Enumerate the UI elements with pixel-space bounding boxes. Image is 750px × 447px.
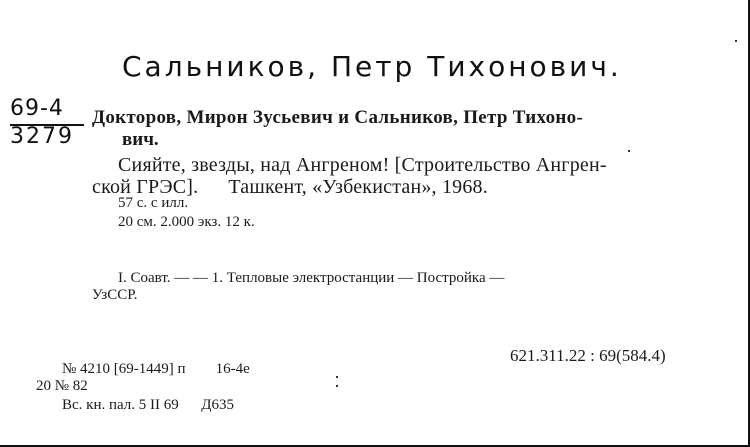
shelf-mark-top: 69-4 — [10, 96, 64, 121]
footer-line-2: 20 № 82 — [36, 378, 88, 394]
handwritten-author-name: Сальников, Петр Тихонович. — [122, 50, 622, 83]
footer-line-1: № 4210 [69-1449] п 16-4е — [62, 361, 250, 377]
scan-speck — [336, 376, 338, 378]
title-continuation: ской ГРЭС]. — [92, 176, 199, 198]
title-line-1: Сияйте, звезды, над Ангреном! [Строительство Ангрен- — [118, 154, 607, 176]
scan-speck — [735, 40, 737, 42]
tracing-line-1: I. Соавт. — — 1. Тепловые электростанции — Постройка — — [118, 270, 505, 286]
heading-line-1: Докторов, Мирон Зусьевич и Сальников, Петр Тихоно- — [92, 107, 584, 128]
collation-line-1: 57 с. с илл. — [118, 195, 189, 211]
imprint: Ташкент, «Узбекистан», 1968. — [228, 176, 488, 198]
collation-line-2: 20 см. 2.000 экз. 12 к. — [118, 214, 255, 230]
scan-speck — [628, 150, 630, 152]
heading-line-2: вич. — [122, 129, 159, 150]
udc-classification: 621.311.22 : 69(584.4) — [510, 346, 666, 365]
tracing-line-2: УзССР. — [92, 287, 138, 303]
footer-line-3: Вс. кн. пал. 5 II 69 Д635 — [62, 397, 235, 413]
scan-speck — [336, 385, 338, 387]
shelf-mark-bottom: 3279 — [10, 124, 74, 149]
